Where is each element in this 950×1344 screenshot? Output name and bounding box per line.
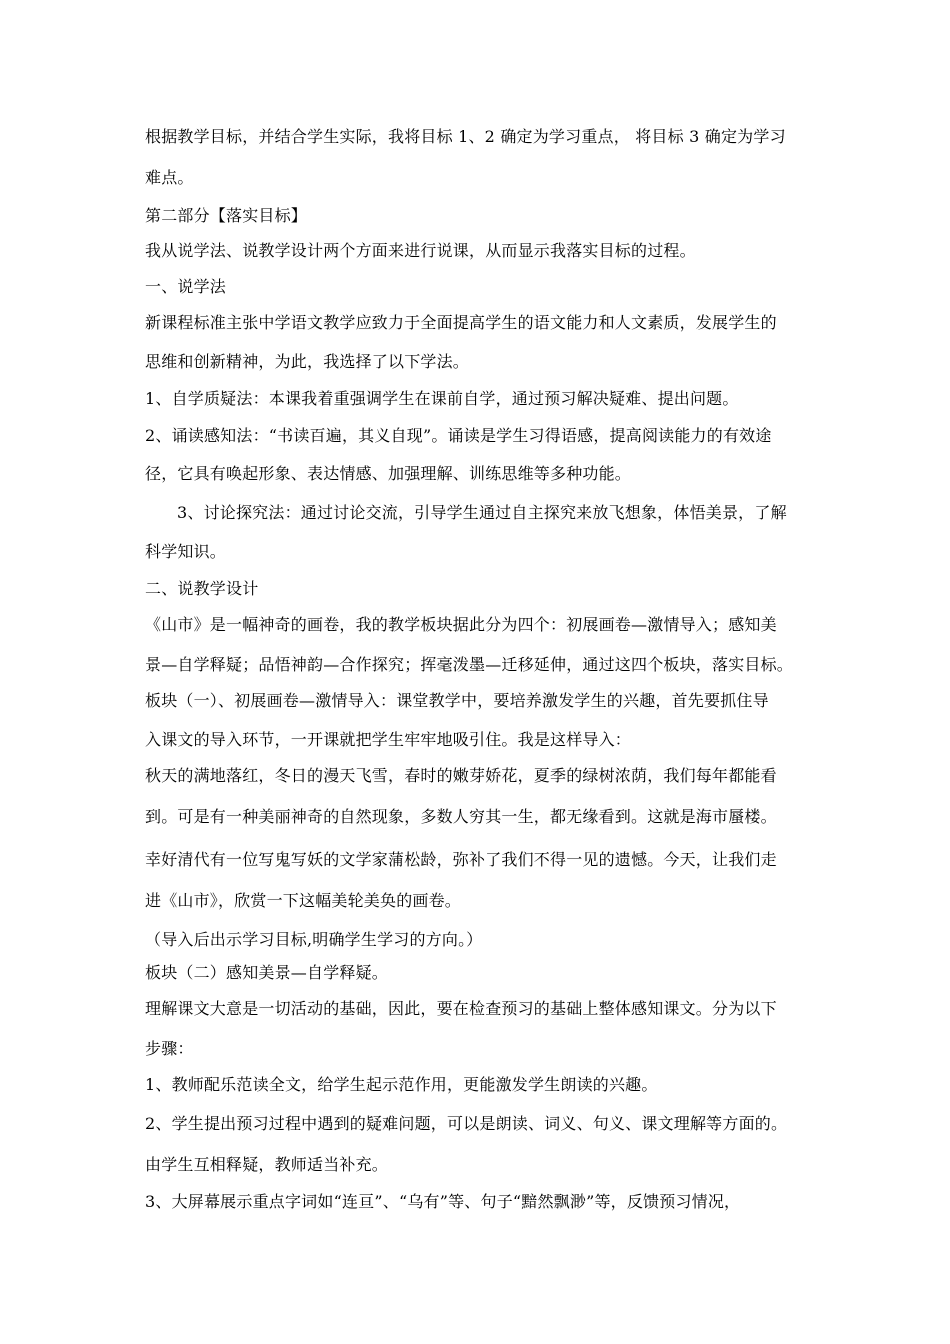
text-line: 景—自学释疑；品悟神韵—合作探究；挥毫泼墨—迁移延伸，通过这四个板块，落实目标。	[145, 655, 794, 674]
text-line: 根据教学目标，并结合学生实际，我将目标 1、2 确定为学习重点， 将目标 3 确定为学习	[145, 127, 786, 146]
section-heading: 一、说学法	[145, 277, 227, 296]
text-line: 科学知识。	[145, 542, 227, 561]
section-heading: 第二部分【落实目标】	[145, 206, 308, 225]
list-item: 3、大屏幕展示重点字词如“连亘”、“乌有”等、句子“黯然飘渺”等，反馈预习情况，	[145, 1192, 741, 1211]
list-item: 1、教师配乐范读全文，给学生起示范作用，更能激发学生朗读的兴趣。	[145, 1075, 658, 1094]
text-line: 到。可是有一种美丽神奇的自然现象，多数人穷其一生，都无缘看到。这就是海市蜃楼。	[145, 807, 777, 826]
text-line: 思维和创新精神，为此，我选择了以下学法。	[145, 352, 470, 371]
section-heading: 二、说教学设计	[145, 579, 259, 598]
text-line: 板块（一）、初展画卷—激情导入：课堂教学中，要培养激发学生的兴趣，首先要抓住导	[145, 691, 769, 710]
text-line: 秋天的满地落红，冬日的漫天飞雪，春时的嫩芽娇花，夏季的绿树浓荫，我们每年都能看	[145, 766, 777, 785]
text-line: 入课文的导入环节，一开课就把学生牢牢地吸引住。我是这样导入：	[145, 730, 632, 749]
list-item: 3、讨论探究法：通过讨论交流，引导学生通过自主探究来放飞想象，体悟美景，了解	[177, 503, 787, 522]
text-line: 《山市》是一幅神奇的画卷，我的教学板块据此分为四个：初展画卷—激情导入；感知美	[145, 615, 777, 634]
text-line: 步骤：	[145, 1039, 194, 1058]
text-line: 理解课文大意是一切活动的基础，因此，要在检查预习的基础上整体感知课文。分为以下	[145, 999, 777, 1018]
list-item: 1、自学质疑法：本课我着重强调学生在课前自学，通过预习解决疑难、提出问题。	[145, 389, 739, 408]
list-item: 2、诵读感知法：“书读百遍，其义自现”。诵读是学生习得语感，提高阅读能力的有效途	[145, 426, 772, 445]
text-line: 我从说学法、说教学设计两个方面来进行说课，从而显示我落实目标的过程。	[145, 241, 696, 260]
text-line: 由学生互相释疑，教师适当补充。	[145, 1155, 389, 1174]
text-line: 新课程标准主张中学语文教学应致力于全面提高学生的语文能力和人文素质，发展学生的	[145, 313, 777, 332]
text-line: 径，它具有唤起形象、表达情感、加强理解、训练思维等多种功能。	[145, 464, 632, 483]
section-heading: 板块（二）感知美景—自学释疑。	[145, 963, 389, 982]
text-line: （导入后出示学习目标,明确学生学习的方向。）	[145, 930, 483, 949]
text-line: 进《山市》，欣赏一下这幅美轮美奂的画卷。	[145, 891, 462, 910]
text-line: 幸好清代有一位写鬼写妖的文学家蒲松龄，弥补了我们不得一见的遗憾。今天，让我们走	[145, 850, 777, 869]
text-line: 难点。	[145, 168, 194, 187]
list-item: 2、学生提出预习过程中遇到的疑难问题，可以是朗读、词义、句义、课文理解等方面的。	[145, 1114, 788, 1133]
